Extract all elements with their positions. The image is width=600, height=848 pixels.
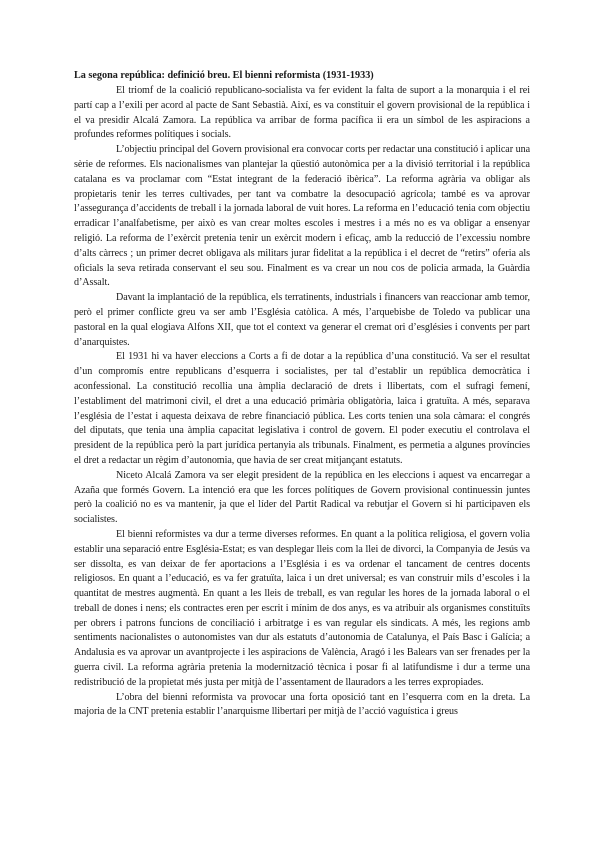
paragraph-5: Niceto Alcalá Zamora va ser elegit president de la república en les eleccions i aquest va encarregar a Azaña que formés Govern. La intenció era que les forces polítiques de Govern provisional continuessin juntes però la coalició no es va mantenir, ja que el líder del Partit Radical va rebutjar el Govern si hi participaven els socialistes.: [74, 469, 530, 526]
paragraph-4: El 1931 hi va haver eleccions a Corts a fi de dotar a la república d’una constitució. Va ser el resultat d’un compromís entre republicans d’esquerra i socialistes, per tal d’establir un república democràtica i aconfessional. La constitució recollia una àmplia declaració de drets i llibertats, com el sufragi femení, l’establiment del matrimoni civil, el dret a una educació primària obligatòria, laica i gratuïta. A més, separava l’església de l’estat i aquesta deixava de rebre financiació pública. Les corts tenien una sola càmara: el congrés del diputats, que tenia una àmplia capacitat legislativa i control de govern. El poder executiu el controlava el president de la república però la part jurídica pertanyia als tribunals. Finalment, es permetia a algunes províncies el dret a redactar un règim d’autonomia, que havia de ser creat mitjançant estatuts.: [74, 351, 530, 466]
document-page: [74, 68, 530, 720]
paragraph-6: El bienni reformistes va dur a terme diverses reformes. En quant a la política religiosa, el govern volia establir una separació entre Església-Estat; es van desplegar lleis com la llei de divorci, la Companyia de Jesús va ser dissolta, es van deixar de fer aportacions a l’Església i es va ordenar el tancament de centres docents religiosos. En quant a l’educació, es va fer gratuïta, laica i un dret universal; es van construir mils d’escoles i la quantitat de mestres augmentà. En quant a les lleis de treball, es van regular les hores de la jornada laboral o el treball de dones i nens; els contractes eren per escrit i mínim de dos anys, es va atribuir als organismes constituïts per obrers i patrons funcions de conciliació i arbitratge i es van regular els sindicats. A més, les regions amb sentiments nacionalistes o autonomistes van dur als estatuts d’autonomia de Catalunya, el País Basc i Galícia; a Andalusia es va aprovar un avantprojecte i les aspiracions de València, Aragó i les Balears van ser frenades per la guerra civil. La reforma agrària pretenia la modernització tècnica i posar fi al latifundisme i dur a terme una redistribució de la propietat més justa per mitjà de l’assentament de llauradors a les terres expropiades.: [74, 528, 530, 688]
paragraph-3: Davant la implantació de la república, els terratinents, industrials i financers van reaccionar amb temor, però el primer conflicte greu va ser amb l’Església catòlica. A més, l’arquebisbe de Toledo va publicar una pastoral en la qual elogiava Alfons XII, que tot el context va generar el cremat ori d’esglésies i convents per part d’anarquistes.: [74, 292, 530, 348]
paragraph-7: L’obra del bienni reformista va provocar una forta oposició tant en l’esquerra com en la dreta. La majoria de la CNT pretenia establir l’anarquisme llibertari per mitjà de l’acció vaguística i greus: [74, 691, 530, 718]
paragraph-2: L’objectiu principal del Govern provisional era convocar corts per redactar una constitució i aplicar una sèrie de reformes. Els nacionalismes van plantejar la qüestió autonòmica per a la divisió territorial i la república catalana es va proclamar com “Estat integrant de la federació ibèrica”. La reforma agrària va obligar als propietaris tenir les terres cultivades, per tant va combatre la desocupació agrícola; també es va aprovar l’assegurança d’accidents de treball i la jornada laboral de vuit hores. La reforma en l’educació tenia com objectiu erradicar l’analfabetisme, per això es van crear moltes escoles i mestres i a més no es va obligar a ensenyar religió. La reforma de l’exèrcit pretenia tenir un exèrcit modern i eficaç, amb la reducció de l’excessiu nombre d’alts càrrecs ; un primer decret obligava als militars jurar fidelitat a la república i el decret de “retirs” oferia als oficials la seva retirada conservant el seu sou. Finalment es va crear un nou cos de policia armada, la Guàrdia d’Assalt.: [74, 144, 530, 289]
paragraph-1: El triomf de la coalició republicano-socialista va fer evident la falta de suport a la monarquia i el rei partí cap a l’exili per acord al pacte de Sant Sebastià. Així, es va constituir el govern provisional de la república i el va presidir Alcalá Zamora. La república va arribar de forma pacífica ii era un símbol de les aspiracions a profundes reformes polítiques i socials.: [74, 85, 530, 141]
document-title: La segona república: definició breu. El bienni reformista (1931-1933): [74, 70, 374, 81]
